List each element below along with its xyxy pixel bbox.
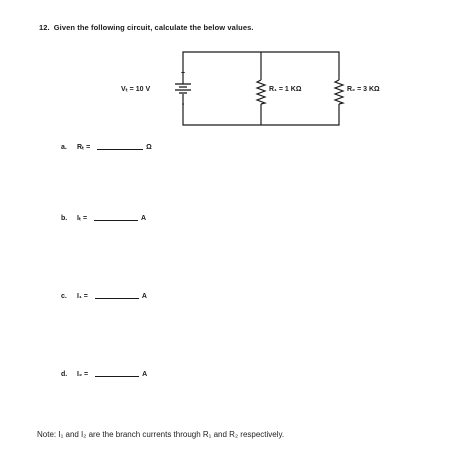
part-d-letter: d. [61, 371, 68, 378]
part-c-letter: c. [61, 293, 67, 300]
part-d [61, 369, 147, 378]
part-c-answer-blank[interactable] [95, 291, 139, 299]
question-text: Given the following circuit, calculate the below values. [53, 23, 254, 32]
part-b-variable: Iₜ = [77, 215, 88, 222]
part-c-variable: I₁ = [77, 293, 88, 300]
r1-resistor-symbol [257, 80, 265, 104]
battery-plus-sign: + [181, 70, 186, 77]
battery-minus-sign: - [182, 101, 185, 108]
part-a-letter: a. [61, 144, 67, 151]
r2-resistor-symbol [335, 80, 343, 104]
part-c [61, 291, 147, 300]
question-number: 12. [39, 23, 50, 32]
part-d-variable: I₂ = [77, 371, 89, 378]
part-a-unit: Ω [146, 144, 152, 151]
part-d-answer-blank[interactable] [95, 369, 139, 377]
part-b-letter: b. [61, 215, 68, 222]
part-d-unit: A [142, 371, 148, 378]
part-b-answer-blank[interactable] [94, 213, 138, 221]
source-voltage-label: Vₜ = 10 V [121, 86, 151, 93]
part-a [61, 142, 152, 151]
part-b-unit: A [141, 215, 147, 222]
part-c-unit: A [141, 293, 147, 300]
battery-symbol [175, 84, 191, 93]
note-text: Note: I₁ and I₂ are the branch currents through R₁ and R₂ respectively. [37, 430, 285, 439]
part-a-answer-blank[interactable] [97, 142, 143, 150]
r1-label: R₁ = 1 KΩ [269, 86, 302, 93]
r2-label: R₂ = 3 KΩ [347, 86, 380, 93]
part-a-variable: Rₜ = [77, 144, 91, 151]
part-b [61, 213, 146, 222]
